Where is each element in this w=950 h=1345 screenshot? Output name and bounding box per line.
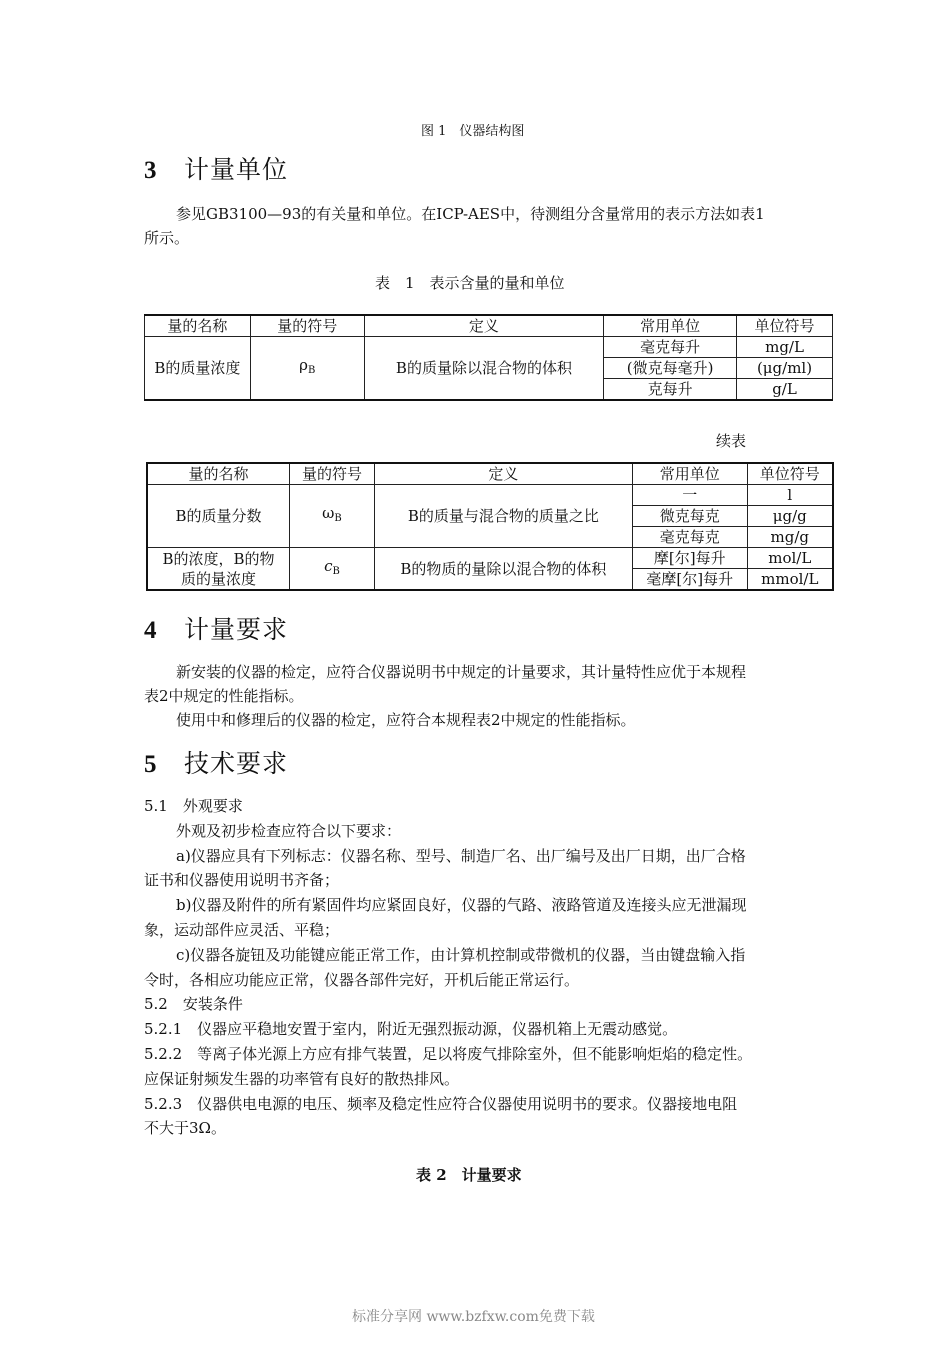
section-number: 4: [144, 617, 158, 644]
paragraph-line: 5.2.2 等离子体光源上方应有排气装置，足以将废气排除室外，但不能影响炬焰的稳定性。: [144, 1044, 753, 1063]
table-header-row: [145, 315, 833, 337]
header-cell: 单位符号: [737, 315, 833, 337]
table-2-caption: 表 2 计量要求: [416, 1166, 522, 1184]
quantity-name-cell: B的质量浓度: [145, 337, 251, 401]
section-3-heading: [144, 150, 288, 186]
paragraph-line: b)仪器及附件的所有紧固件均应紧固良好，仪器的气路、液路管道及连接头应无泄漏现: [176, 896, 747, 915]
paragraph-line: 5.2.1 仪器应平稳地安置于室内，附近无强烈振动源，仪器机箱上无震动感觉。: [144, 1020, 678, 1039]
section-5-heading: [144, 744, 288, 780]
paragraph-line: 5.2.3 仪器供电电源的电压、频率及稳定性应符合仪器使用说明书的要求。仪器接地电阻: [144, 1094, 738, 1113]
paragraph-line: 不大于3Ω。: [144, 1119, 226, 1138]
header-cell: 量的名称: [145, 315, 251, 337]
name-line: 质的量浓度: [181, 569, 257, 588]
paragraph-line: 应保证射频发生器的功率管有良好的散热排风。: [144, 1069, 460, 1088]
unit-cell: 毫摩[尔]每升: [632, 569, 747, 591]
quantity-name-cell: [147, 548, 290, 591]
paragraph-line: 证书和仪器使用说明书齐备；: [144, 871, 340, 890]
unit-symbol-cell: mg/L: [737, 337, 833, 358]
paragraph-line: 令时，各相应功能应正常，仪器各部件完好，开机后能正常运行。: [144, 970, 580, 989]
unit-symbol-cell: l: [747, 485, 833, 506]
unit-symbol-cell: (μg/ml): [737, 358, 833, 379]
unit-cell: 微克每克: [632, 506, 747, 527]
unit-cell: 一: [632, 485, 747, 506]
subsection-title: 5.2 安装条件: [144, 995, 243, 1014]
table-continued-label: 续表: [716, 432, 747, 450]
table-row: [147, 485, 833, 506]
header-cell: 常用单位: [604, 315, 737, 337]
table-1-caption: 表 1 表示含量的量和单位: [375, 274, 565, 292]
header-cell: 常用单位: [632, 463, 747, 485]
section-number: 5: [144, 751, 158, 778]
unit-symbol-cell: mg/g: [747, 527, 833, 548]
paragraph-line: c)仪器各旋钮及功能键应能正常工作，由计算机控制或带微机的仪器，当由键盘输入指: [176, 945, 746, 964]
paragraph-line: 使用中和修理后的仪器的检定，应符合本规程表2中规定的性能指标。: [176, 711, 636, 729]
header-cell: 量的名称: [147, 463, 290, 485]
symbol-subscript: B: [332, 565, 340, 577]
section-number: 3: [144, 157, 158, 184]
section-title: 技术要求: [184, 749, 289, 778]
unit-cell: 毫克每升: [604, 337, 737, 358]
definition-cell: B的质量与混合物的质量之比: [374, 485, 632, 548]
definition-cell: B的质量除以混合物的体积: [364, 337, 604, 401]
quantity-name-cell: B的质量分数: [147, 485, 290, 548]
definition-cell: B的物质的量除以混合物的体积: [374, 548, 632, 591]
paragraph-line: 所示。: [144, 229, 190, 247]
symbol-subscript: B: [334, 513, 342, 524]
table-row: [147, 548, 833, 569]
paragraph-line: 表2中规定的性能指标。: [144, 687, 304, 705]
unit-symbol-cell: g/L: [737, 379, 833, 401]
table-row: [145, 337, 833, 358]
unit-cell: 毫克每克: [632, 527, 747, 548]
unit-symbol-cell: μg/g: [747, 506, 833, 527]
paragraph-line: a)仪器应具有下列标志：仪器名称、型号、制造厂名、出厂编号及出厂日期，出厂合格: [176, 846, 746, 865]
quantity-symbol-cell: [290, 548, 375, 591]
paragraph-line: 参见GB3100—93的有关量和单位。在ICP-AES中，待测组分含量常用的表示方法如表1: [176, 205, 765, 223]
section-5-body: [144, 794, 824, 1141]
symbol: ρ: [299, 356, 308, 374]
paragraph-line: 外观及初步检查应符合以下要求：: [176, 821, 402, 840]
section-4-heading: [144, 610, 288, 646]
symbol: ω: [322, 504, 335, 522]
unit-symbol-cell: mol/L: [747, 548, 833, 569]
name-line: B的浓度，B的物: [162, 549, 275, 568]
table-1: [144, 314, 833, 401]
paragraph-line: 新安装的仪器的检定，应符合仪器说明书中规定的计量要求，其计量特性应优于本规程: [176, 663, 747, 681]
footer-watermark: 标准分享网 www.bzfxw.com免费下载: [352, 1309, 595, 1325]
section-3-paragraph: [144, 202, 824, 250]
unit-cell: (微克每毫升): [604, 358, 737, 379]
header-cell: 量的符号: [250, 315, 364, 337]
symbol-subscript: B: [307, 365, 316, 376]
subsection-title: 5.1 外观要求: [144, 797, 243, 815]
figure-caption: 图 1 仪器结构图: [421, 124, 525, 139]
unit-symbol-cell: mmol/L: [747, 569, 833, 591]
section-title: 计量要求: [184, 615, 289, 644]
quantity-symbol-cell: [290, 485, 375, 548]
section-4-body: [144, 660, 824, 732]
table-header-row: [147, 463, 833, 485]
header-cell: 定义: [364, 315, 604, 337]
table-1-continued: [146, 462, 834, 591]
header-cell: 单位符号: [747, 463, 833, 485]
symbol: c: [324, 556, 333, 575]
paragraph-line: 象，运动部件应灵活、平稳；: [144, 920, 340, 939]
unit-cell: 摩[尔]每升: [632, 548, 747, 569]
section-title: 计量单位: [184, 155, 289, 184]
quantity-symbol-cell: [250, 337, 364, 401]
header-cell: 定义: [374, 463, 632, 485]
header-cell: 量的符号: [290, 463, 375, 485]
unit-cell: 克每升: [604, 379, 737, 401]
